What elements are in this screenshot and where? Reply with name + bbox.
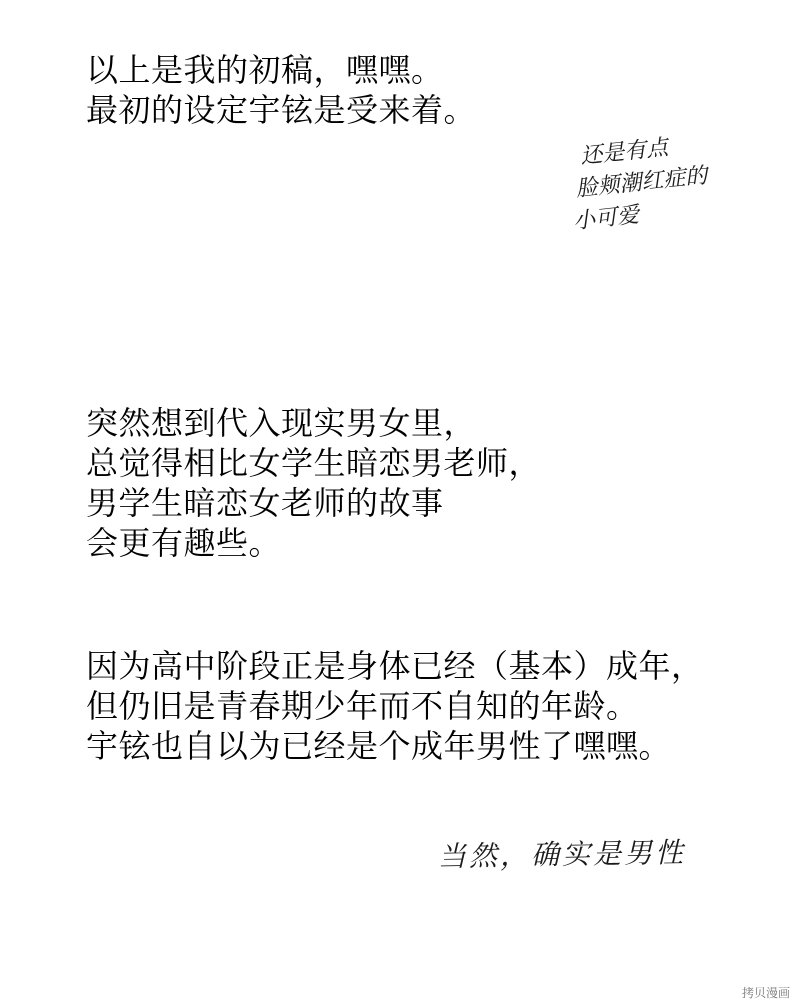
reason-line: 宇铉也自以为已经是个成年男性了嘿嘿。	[86, 727, 672, 765]
idea-line: 总觉得相比女学生暗恋男老师，	[86, 444, 542, 482]
idea-line: 突然想到代入现实男女里，	[86, 404, 477, 442]
watermark: 拷贝漫画	[741, 986, 790, 1000]
reason-paragraph	[86, 646, 704, 766]
intro-paragraph	[86, 50, 476, 130]
handwritten-note-male: 当然，确实是男性	[437, 835, 687, 874]
handwritten-line: 还是有点	[579, 135, 670, 170]
handwritten-line: 脸颊潮红症的	[574, 163, 709, 203]
idea-line: 会更有趣些。	[86, 524, 282, 562]
intro-line: 以上是我的初稿，嘿嘿。	[86, 51, 444, 89]
reason-line: 但仍旧是青春期少年而不自知的年龄。	[86, 687, 639, 725]
reason-line: 因为高中阶段正是身体已经（基本）成年，	[86, 647, 704, 685]
handwritten-note-blush	[565, 122, 774, 238]
intro-line: 最初的设定宇铉是受来着。	[86, 91, 477, 129]
idea-line: 男学生暗恋女老师的故事	[86, 484, 444, 522]
idea-paragraph	[86, 403, 541, 563]
handwritten-line: 小可爱	[572, 202, 641, 235]
